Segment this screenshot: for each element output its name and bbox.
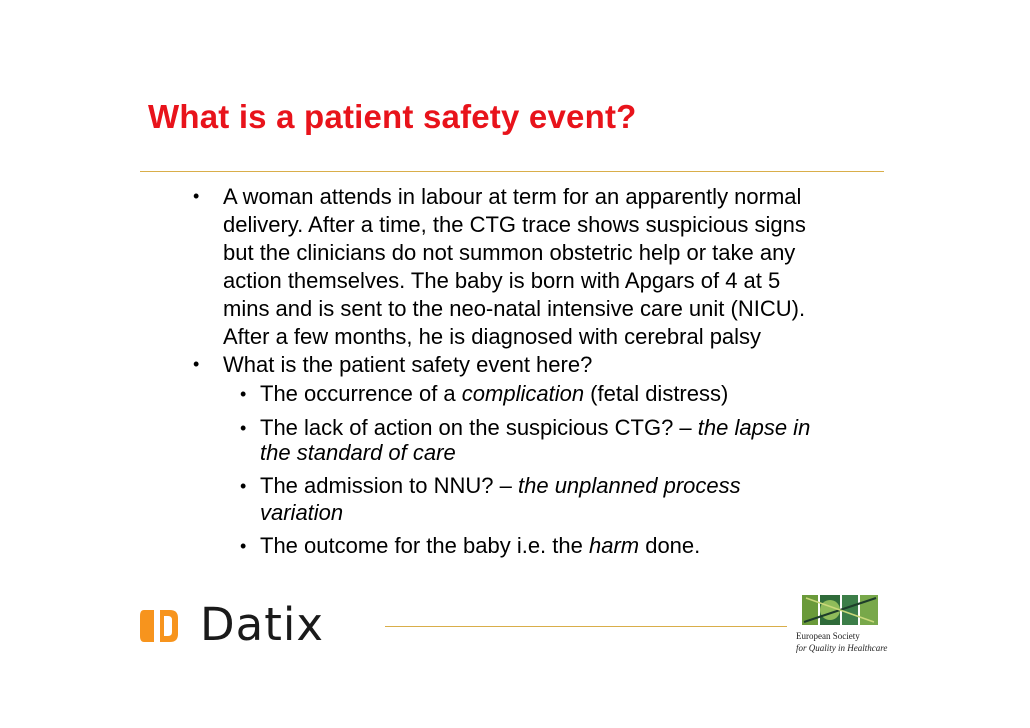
sub-bullet-2	[260, 415, 810, 441]
bullet-dot: •	[193, 354, 200, 374]
sub-bullet-1-tail: (fetal distress)	[584, 381, 729, 406]
sub-bullet-1	[260, 381, 728, 407]
sub-bullet-1-emphasis: complication	[461, 381, 585, 406]
sub-bullet-4-emphasis: harm	[588, 533, 640, 558]
sub-bullet-4-tail: done.	[639, 533, 701, 558]
sub-bullet-3-continuation: variation	[260, 500, 344, 525]
bullet-dot: •	[193, 186, 200, 206]
datix-mark-icon	[140, 606, 192, 646]
footer-divider	[385, 626, 787, 627]
datix-logo	[140, 598, 380, 651]
bullet-2-line-1: What is the patient safety event here?	[223, 352, 593, 377]
sub-bullet-dot: •	[240, 476, 247, 496]
bullet-1-line-1: A woman attends in labour at term for an apparently normal	[223, 184, 802, 209]
sub-bullet-3	[260, 473, 741, 499]
sub-bullet-3-emphasis: the unplanned process	[518, 473, 741, 498]
sub-bullet-dot: •	[240, 536, 247, 556]
sub-bullet-2-emphasis: the lapse in	[697, 415, 811, 440]
datix-wordmark: Datix	[200, 598, 325, 651]
sub-bullet-dot: •	[240, 384, 247, 404]
bullet-1-line-5: mins and is sent to the neo-natal intensive care unit (NICU).	[223, 296, 806, 321]
bullet-1-line-6: After a few months, he is diagnosed with cerebral palsy	[223, 324, 762, 349]
sub-bullet-3-text: The admission to NNU? –	[260, 473, 518, 498]
esqh-text-line-1: European Society	[796, 631, 860, 641]
bullet-1-line-4: action themselves. The baby is born with Apgars of 4 at 5	[223, 268, 781, 293]
esqh-emblem-icon	[800, 592, 880, 630]
sub-bullet-4	[260, 533, 700, 559]
bullet-1-line-2: delivery. After a time, the CTG trace shows suspicious signs	[223, 212, 806, 237]
sub-bullet-2-continuation: the standard of care	[260, 440, 456, 465]
esqh-text-line-2: for Quality in Healthcare	[796, 643, 888, 653]
title-divider	[140, 171, 884, 172]
slide-title: What is a patient safety event?	[148, 98, 637, 135]
sub-bullet-4-text: The outcome for the baby i.e. the	[260, 533, 589, 558]
esqh-logo	[790, 592, 892, 662]
sub-bullet-1-text: The occurrence of a	[260, 381, 462, 406]
sub-bullet-dot: •	[240, 418, 247, 438]
bullet-1-line-3: but the clinicians do not summon obstetric help or take any	[223, 240, 796, 265]
sub-bullet-2-text: The lack of action on the suspicious CTG? –	[260, 415, 698, 440]
